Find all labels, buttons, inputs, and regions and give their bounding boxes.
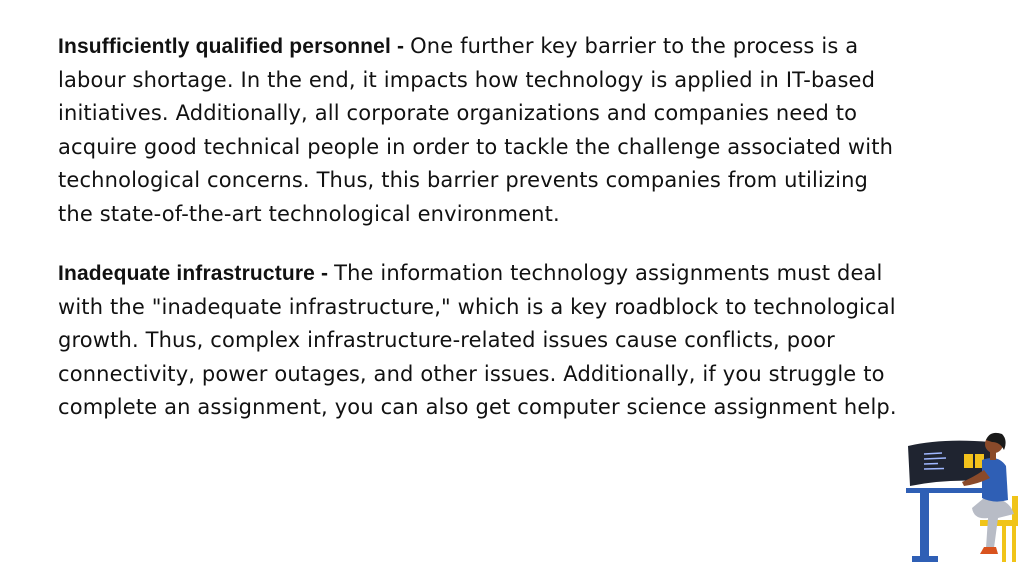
desk-leg [920, 493, 929, 557]
screen-note [964, 454, 973, 468]
chair-back [1012, 496, 1018, 526]
chair-leg [1002, 526, 1006, 562]
paragraph-body: One further key barrier to the process is a labour shortage. In the end, it impacts how technology is applied in IT-based initiatives. Additionally, all corporate organizations and companies need to acquire good technical people in order to tackle the challenge associated with technological concerns. Thus, this barrier prevents companies from utilizing the state-of-the-art technological environment. [58, 34, 894, 226]
text-content [58, 30, 908, 451]
person-at-computer-desk-icon [902, 426, 1024, 566]
chair-leg [1012, 526, 1016, 562]
paragraph-heading: Insufficiently qualified personnel - [58, 35, 411, 58]
paragraph-personnel [58, 30, 908, 231]
desk-foot [912, 556, 938, 562]
paragraph-body: The information technology assignments must deal with the "inadequate infrastructure," which is a key roadblock to technological growth. Thus, complex infrastructure-related issues cause conflicts, poor connectivity, power outages, and other issues. Additionally, if you struggle to complete an assignment, you can also get computer science assignment help. [58, 261, 897, 419]
paragraph-infrastructure [58, 257, 908, 425]
neck [990, 452, 996, 460]
paragraph-heading: Inadequate infrastructure - [58, 262, 335, 285]
desk-top [906, 488, 990, 493]
shoe [980, 547, 998, 554]
